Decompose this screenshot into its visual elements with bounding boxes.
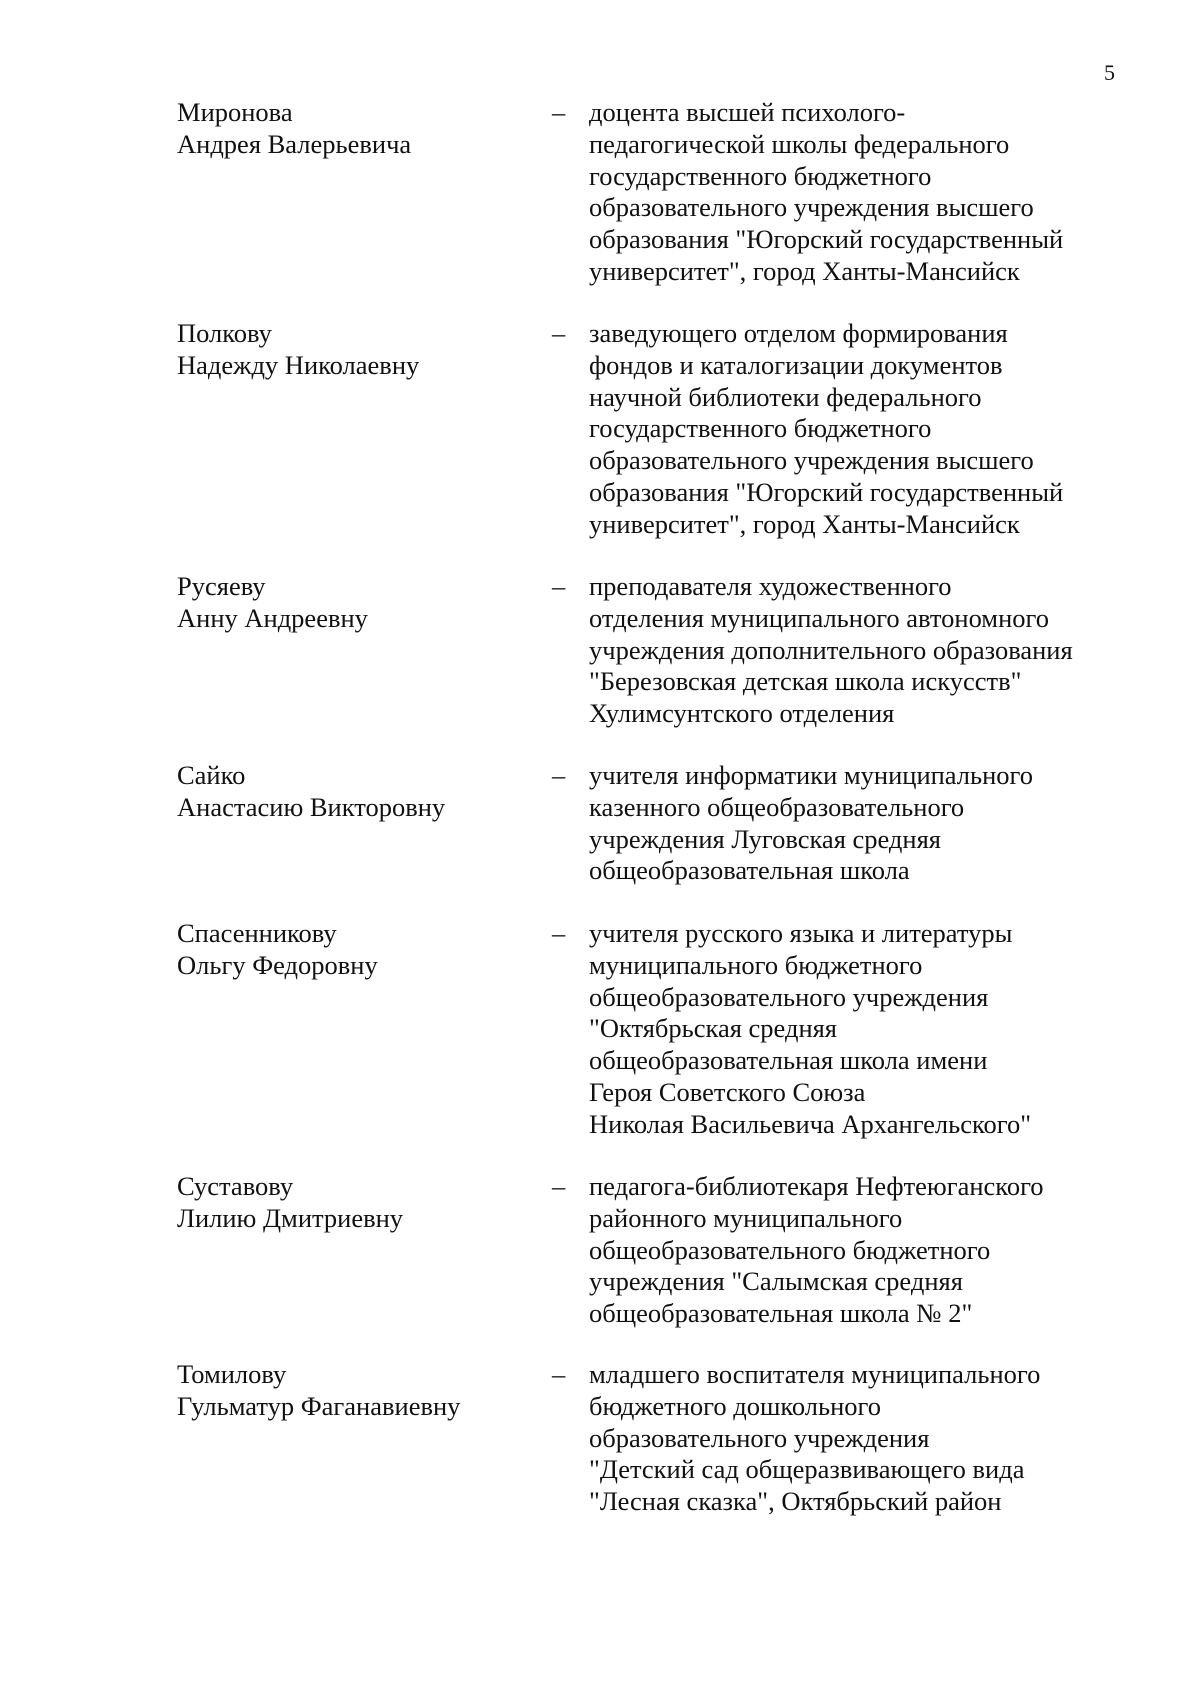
person-name <box>177 318 537 382</box>
description-line: районного муниципального <box>589 1202 903 1233</box>
description-line: педагогической школы федерального <box>589 128 1010 159</box>
position-description <box>589 318 1129 541</box>
description-line: учреждения дополнительного образования <box>589 634 1073 665</box>
dash: – <box>552 1359 566 1389</box>
person-name <box>177 918 537 982</box>
page-number: 5 <box>1104 60 1115 85</box>
dash: – <box>552 97 566 127</box>
description-line: образовательного учреждения высшего <box>589 192 1034 223</box>
dash: – <box>552 760 566 790</box>
surname: Суставову <box>177 1171 294 1201</box>
given-names: Анастасию Викторовну <box>177 791 446 822</box>
description-line: университет", город Ханты-Мансийск <box>589 255 1020 286</box>
given-names: Ольгу Федоровну <box>177 949 378 980</box>
person-name <box>177 1359 537 1423</box>
description-line: "Лесная сказка", Октябрьский район <box>589 1486 1002 1517</box>
description-line: "Детский сад общеразвивающего вида <box>589 1454 1025 1485</box>
description-line: образовательного учреждения <box>589 1422 930 1453</box>
description-line: муниципального бюджетного <box>589 949 923 980</box>
description-line: образования "Югорский государственный <box>589 224 1064 255</box>
description-line: учреждения Луговская средняя <box>589 823 941 854</box>
description-line: общеобразовательная школа <box>589 855 910 886</box>
description-line: научной библиотеки федерального <box>589 381 982 412</box>
position-description <box>589 1171 1129 1330</box>
person-name <box>177 97 537 161</box>
description-line: общеобразовательного бюджетного <box>589 1234 991 1265</box>
description-line: отделения муниципального автономного <box>589 602 1049 633</box>
dash: – <box>552 318 566 348</box>
description-line: "Березовская детская школа искусств" <box>589 666 1022 697</box>
description-line: педагога-библиотекаря Нефтеюганского <box>589 1171 1044 1201</box>
given-names: Анну Андреевну <box>177 602 368 633</box>
given-names: Лилию Дмитриевну <box>177 1202 404 1233</box>
description-line: младшего воспитателя муниципального <box>589 1359 1041 1389</box>
description-line: бюджетного дошкольного <box>589 1390 882 1421</box>
position-description <box>589 97 1129 288</box>
description-line: Героя Советского Союза <box>589 1076 866 1107</box>
given-names: Гульматур Фаганавиевну <box>177 1390 461 1421</box>
dash: – <box>552 1171 566 1201</box>
description-line: образовательного учреждения высшего <box>589 445 1034 476</box>
surname: Миронова <box>177 97 293 127</box>
description-line: образования "Югорский государственный <box>589 476 1064 507</box>
description-line: заведующего отделом формирования <box>589 318 1008 348</box>
position-description <box>589 918 1129 1141</box>
person-name <box>177 571 537 635</box>
description-line: Хулимсунтского отделения <box>589 698 895 729</box>
dash: – <box>552 918 566 948</box>
person-name <box>177 760 537 824</box>
dash: – <box>552 571 566 601</box>
description-line: казенного общеобразовательного <box>589 791 965 822</box>
surname: Полкову <box>177 318 272 348</box>
surname: Русяеву <box>177 571 266 601</box>
description-line: учителя русского языка и литературы <box>589 918 1013 948</box>
description-line: учителя информатики муниципального <box>589 760 1034 790</box>
surname: Томилову <box>177 1359 287 1389</box>
description-line: государственного бюджетного <box>589 160 932 191</box>
description-line: Николая Васильевича Архангельского" <box>589 1108 1032 1139</box>
person-name <box>177 1171 537 1235</box>
surname: Спасенникову <box>177 918 337 948</box>
position-description <box>589 1359 1129 1518</box>
surname: Сайко <box>177 760 246 790</box>
description-line: общеобразовательная школа № 2" <box>589 1298 973 1329</box>
description-line: государственного бюджетного <box>589 413 932 444</box>
description-line: общеобразовательная школа имени <box>589 1045 988 1076</box>
description-line: доцента высшей психолого- <box>589 97 906 127</box>
position-description <box>589 760 1129 887</box>
description-line: фондов и каталогизации документов <box>589 349 1003 380</box>
description-line: общеобразовательного учреждения <box>589 981 989 1012</box>
position-description <box>589 571 1129 730</box>
given-names: Андрея Валерьевича <box>177 128 412 159</box>
description-line: "Октябрьская средняя <box>589 1013 837 1044</box>
description-line: учреждения "Салымская средняя <box>589 1266 963 1297</box>
given-names: Надежду Николаевну <box>177 349 420 380</box>
description-line: преподавателя художественного <box>589 571 952 601</box>
description-line: университет", город Ханты-Мансийск <box>589 508 1020 539</box>
